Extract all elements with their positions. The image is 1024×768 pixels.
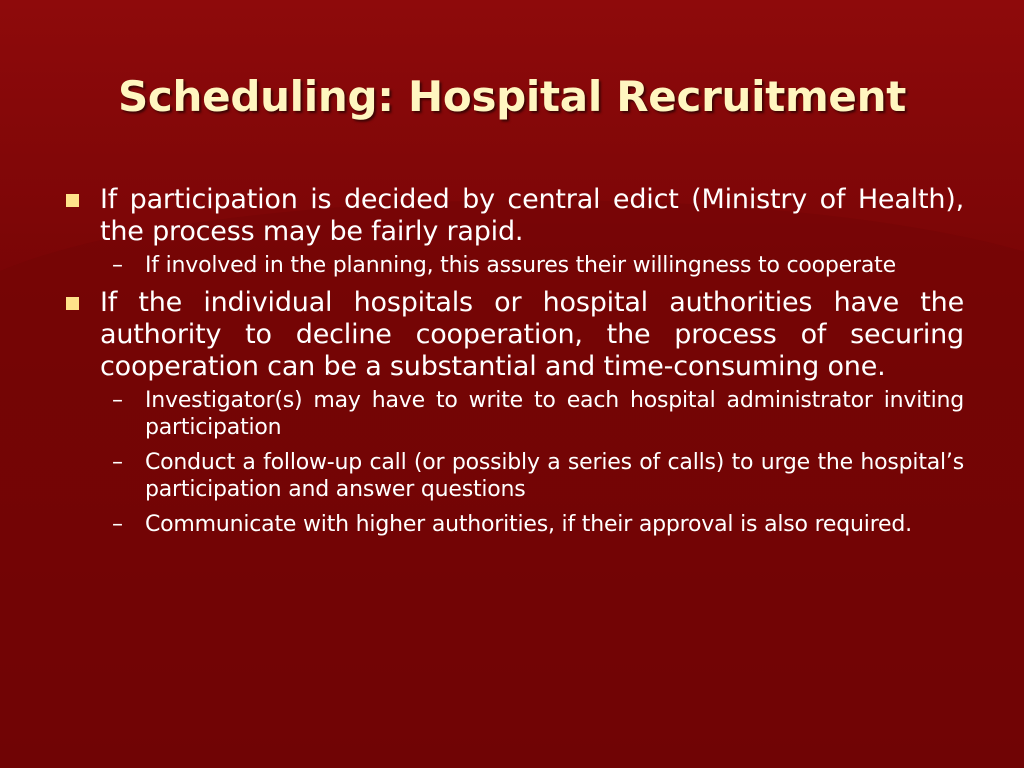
dash-marker: – xyxy=(112,388,123,413)
dash-marker: – xyxy=(112,253,123,278)
slide-body xyxy=(60,184,964,546)
sub-bullet-item xyxy=(60,387,964,441)
dash-marker: – xyxy=(112,450,123,475)
sub-bullet-text: Investigator(s) may have to write to each hospital administrator inviting participation xyxy=(145,388,964,440)
bullet-item xyxy=(60,287,964,383)
sub-bullet-text: Communicate with higher authorities, if their approval is also required. xyxy=(145,512,912,537)
sub-bullet-item xyxy=(60,449,964,503)
sub-bullet-item xyxy=(60,511,964,538)
bullet-text: If participation is decided by central edict (Ministry of Health), the process may be fairly rapid. xyxy=(100,184,964,247)
dash-marker: – xyxy=(112,512,123,537)
sub-bullet-item xyxy=(60,252,964,279)
slide-title: Scheduling: Hospital Recruitment xyxy=(117,72,906,121)
bullet-item xyxy=(60,184,964,248)
square-bullet-icon xyxy=(66,297,79,310)
bullet-text: If the individual hospitals or hospital authorities have the authority to decline cooperation, the process of securing cooperation can be a substantial and time-consuming one. xyxy=(100,287,964,382)
sub-bullet-text: If involved in the planning, this assures their willingness to cooperate xyxy=(145,253,896,278)
sub-bullet-text: Conduct a follow-up call (or possibly a series of calls) to urge the hospital’s participation and answer questions xyxy=(145,450,964,502)
square-bullet-icon xyxy=(66,194,79,207)
